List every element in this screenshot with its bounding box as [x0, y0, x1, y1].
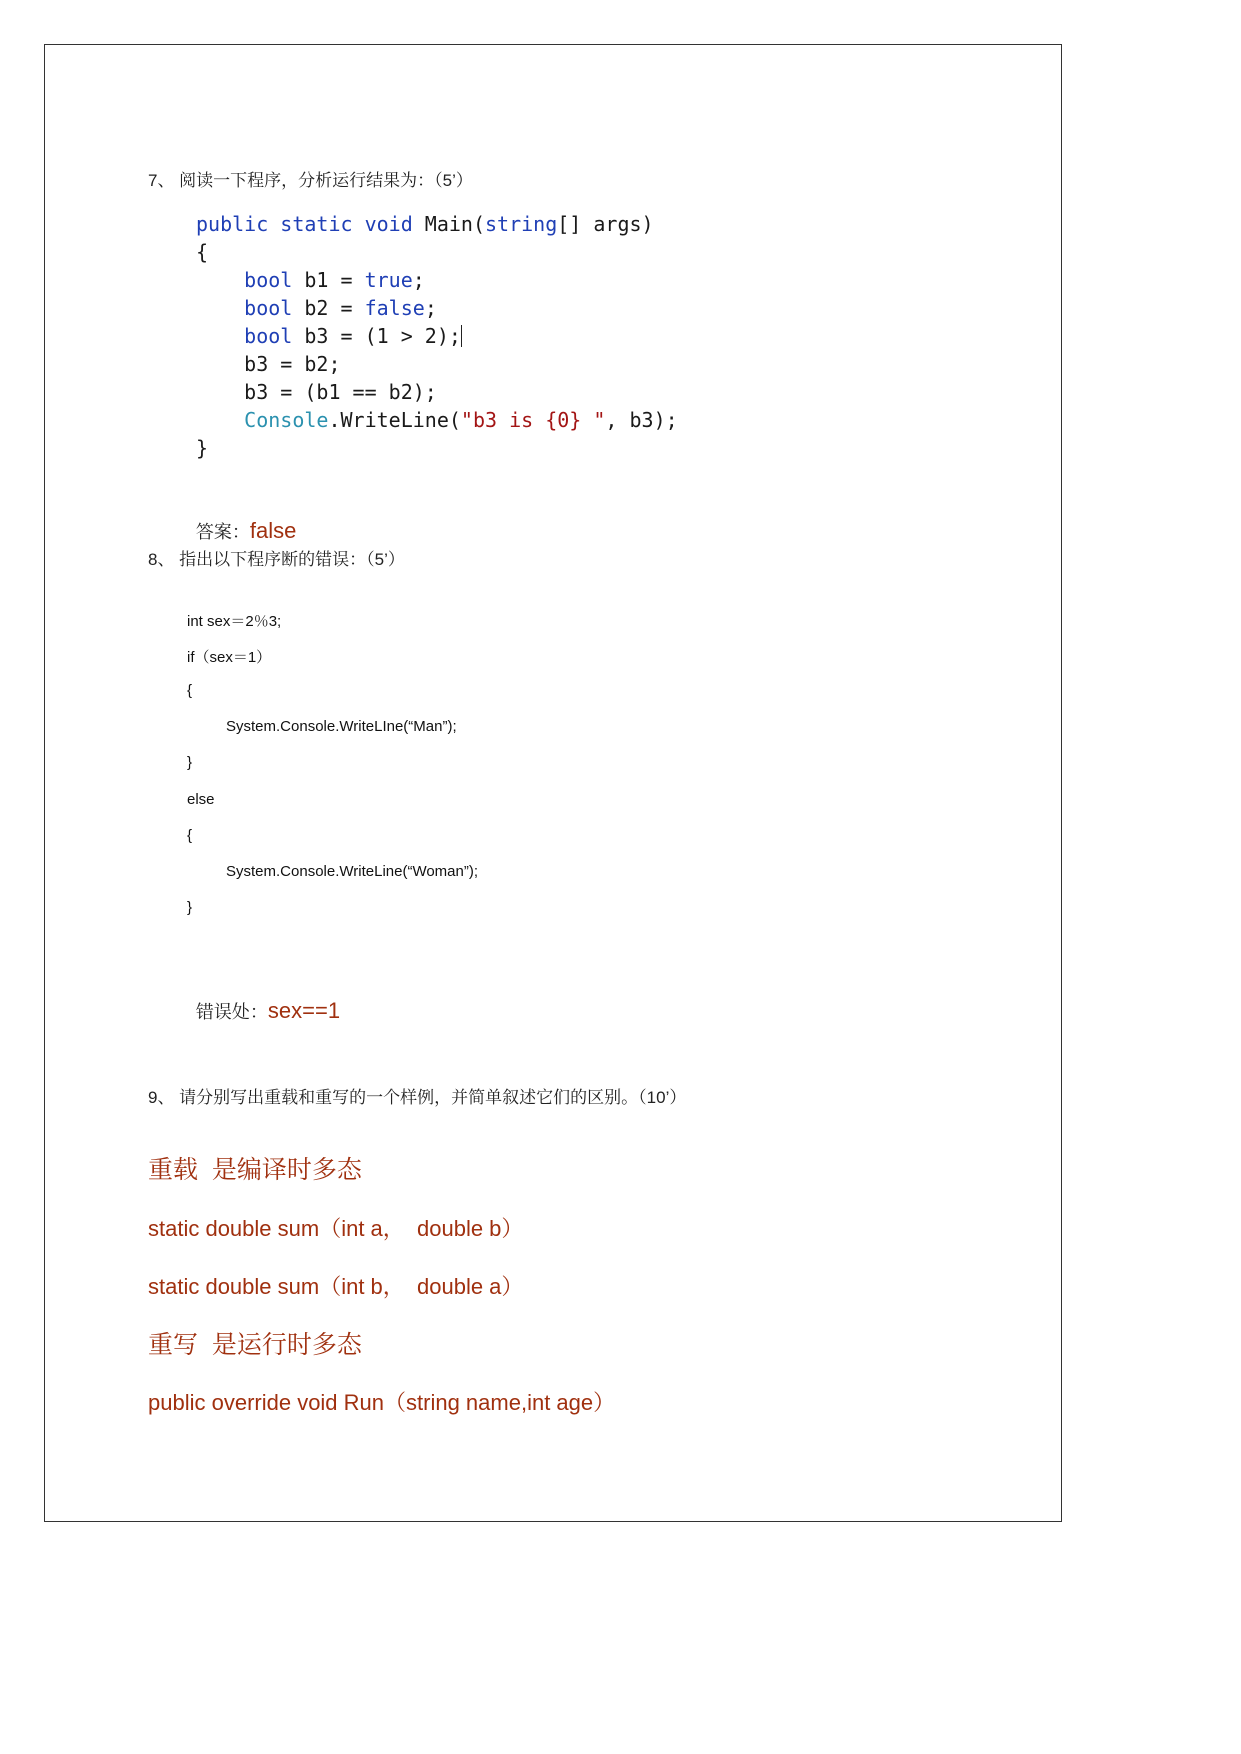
question-7-label: 7、 阅读一下程序，分析运行结果为：（5’） [148, 171, 473, 190]
q7-code-line-8: Console.WriteLine("b3 is {0} ", b3); [244, 408, 678, 432]
q8-answer [187, 980, 340, 1024]
q8-code-line-2: if（sex＝1） [187, 649, 272, 666]
overload-line-2: static double sum（int b， double a） [148, 1274, 524, 1299]
overload-heading: 重载 是编译时多态 [148, 1156, 362, 1184]
question-8-label: 8、 指出以下程序断的错误：（5’） [148, 550, 405, 569]
text-cursor [461, 325, 463, 347]
q7-code-line-6: b3 = b2; [196, 352, 341, 376]
q7-code-screenshot [196, 208, 736, 468]
q7-code-line-5: bool b3 = (1 > 2); [244, 324, 461, 348]
q8-answer-label: 错误处： [195, 1002, 268, 1022]
question-9-label: 9、 请分别写出重载和重写的一个样例，并简单叙述它们的区别。（10’） [148, 1088, 687, 1107]
q8-code-line-4: System.Console.WriteLIne(“Man”); [226, 718, 457, 735]
q8-code-line-5: } [187, 754, 193, 771]
q8-answer-value: sex==1 [267, 998, 341, 1023]
q8-code-line-6: else [187, 791, 215, 808]
override-heading: 重写 是运行时多态 [148, 1331, 362, 1359]
q7-code-line-1: public static void Main(string[] args) [196, 212, 654, 236]
q8-code-line-1: int sex＝2％3; [187, 613, 282, 630]
q7-code-line-4: bool b2 = false; [244, 296, 437, 320]
overload-line-1: static double sum（int a， double b） [148, 1216, 524, 1241]
q7-code-line-9: } [196, 436, 209, 460]
q7-code-line-3: bool b1 = true; [244, 268, 425, 292]
q8-code-line-8: System.Console.WriteLine(“Woman”); [226, 863, 479, 880]
q8-code-line-9: } [187, 899, 193, 916]
q7-code-line-7: b3 = (b1 == b2); [196, 380, 437, 404]
q8-code-line-7: { [187, 827, 193, 844]
q7-answer [187, 500, 296, 544]
q7-answer-label: 答案： [195, 522, 250, 542]
q8-code-line-3: { [187, 682, 193, 699]
override-line-1: public override void Run（string name,int age） [148, 1390, 616, 1415]
q7-code-line-2: { [196, 240, 209, 264]
q7-answer-value: false [249, 518, 297, 543]
